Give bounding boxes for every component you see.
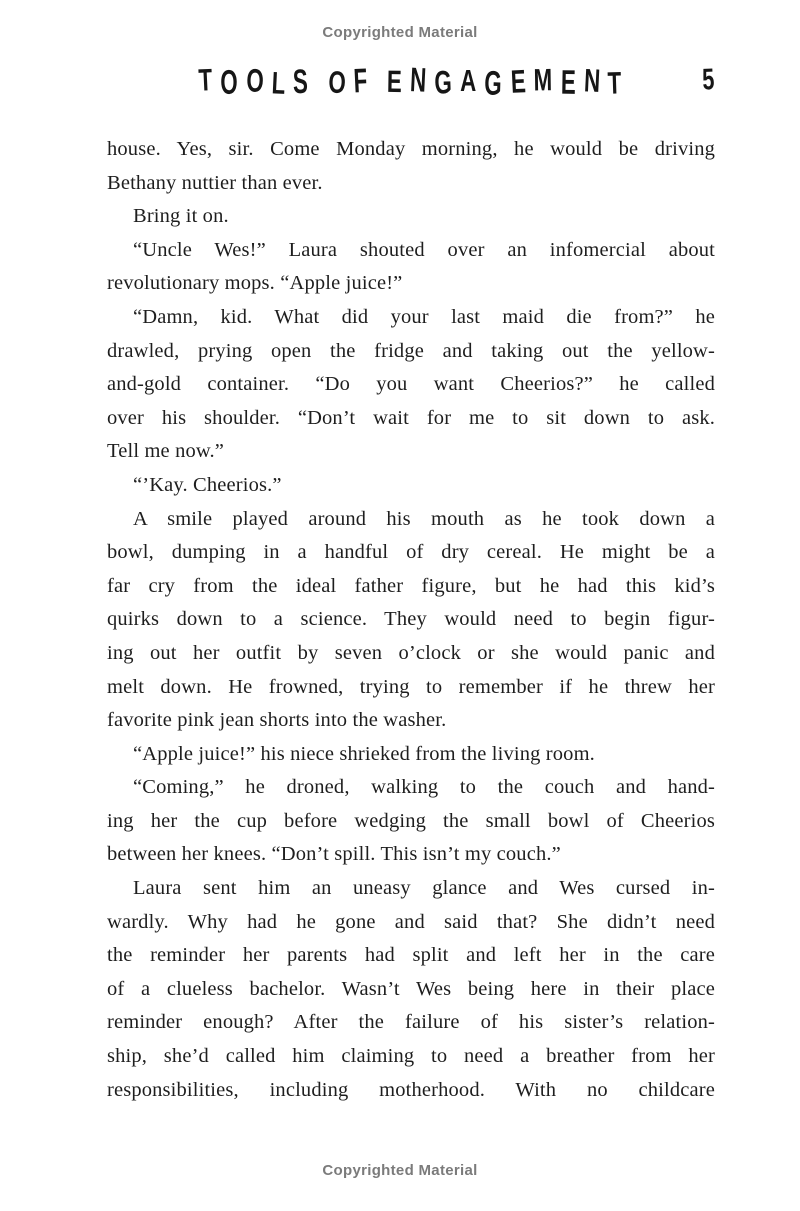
text-line: responsibilities, including motherhood. With no childcare bbox=[107, 1078, 715, 1101]
text-line: favorite pink jean shorts into the washer. bbox=[107, 709, 447, 732]
text-line: melt down. He frowned, trying to remember if he threw her bbox=[107, 675, 715, 698]
text-line: Laura sent him an uneasy glance and Wes cursed in- bbox=[133, 877, 715, 900]
text-line: “’Kay. Cheerios.” bbox=[133, 473, 282, 496]
text-line: “Apple juice!” his niece shrieked from the living room. bbox=[133, 742, 595, 765]
text-line: ing her the cup before wedging the small bowl of Cheerios bbox=[107, 809, 715, 832]
page-header bbox=[107, 60, 715, 106]
text-line: ing out her outfit by seven o’clock or she would panic and bbox=[107, 641, 715, 664]
text-line: Tell me now.” bbox=[107, 440, 225, 463]
text-line: ship, she’d called him claiming to need a breather from her bbox=[107, 1045, 715, 1068]
text-line: over his shoulder. “Don’t wait for me to sit down to ask. bbox=[107, 406, 715, 429]
text-line: Bethany nuttier than ever. bbox=[107, 171, 323, 194]
page-number: 5 bbox=[701, 63, 716, 97]
text-line: “Uncle Wes!” Laura shouted over an infomercial about bbox=[133, 238, 715, 261]
copyright-notice-bottom: Copyrighted Material bbox=[322, 1162, 478, 1179]
text-line: drawled, prying open the fridge and taking out the yellow- bbox=[107, 339, 715, 362]
text-line: house. Yes, sir. Come Monday morning, he would be driving bbox=[107, 138, 715, 160]
running-head-title: T O O L S O F E N G A G E M E N T bbox=[197, 60, 622, 103]
text-line: “Damn, kid. What did your last maid die from?” he bbox=[133, 305, 715, 328]
text-line: reminder enough? After the failure of his sister’s relation- bbox=[107, 1011, 715, 1034]
text-line: far cry from the ideal father figure, but he had this kid’s bbox=[107, 574, 715, 597]
text-line: quirks down to a science. They would need to begin figur- bbox=[107, 608, 715, 631]
text-line: bowl, dumping in a handful of dry cereal. He might be a bbox=[107, 541, 715, 564]
copyright-notice-top: Copyrighted Material bbox=[322, 24, 478, 41]
body-text bbox=[107, 133, 715, 1107]
text-line: between her knees. “Don’t spill. This isn’t my couch.” bbox=[107, 843, 561, 866]
text-line: revolutionary mops. “Apple juice!” bbox=[107, 272, 403, 295]
text-line: wardly. Why had he gone and said that? She didn’t need bbox=[107, 910, 715, 933]
text-line: A smile played around his mouth as he took down a bbox=[133, 507, 715, 530]
text-line: and-gold container. “Do you want Cheerios?” he called bbox=[107, 373, 715, 396]
text-line: “Coming,” he droned, walking to the couch and hand- bbox=[133, 776, 715, 799]
text-line: of a clueless bachelor. Wasn’t Wes being here in their place bbox=[107, 977, 715, 1000]
text-line: Bring it on. bbox=[133, 205, 229, 228]
text-line: the reminder her parents had split and left her in the care bbox=[107, 944, 715, 967]
